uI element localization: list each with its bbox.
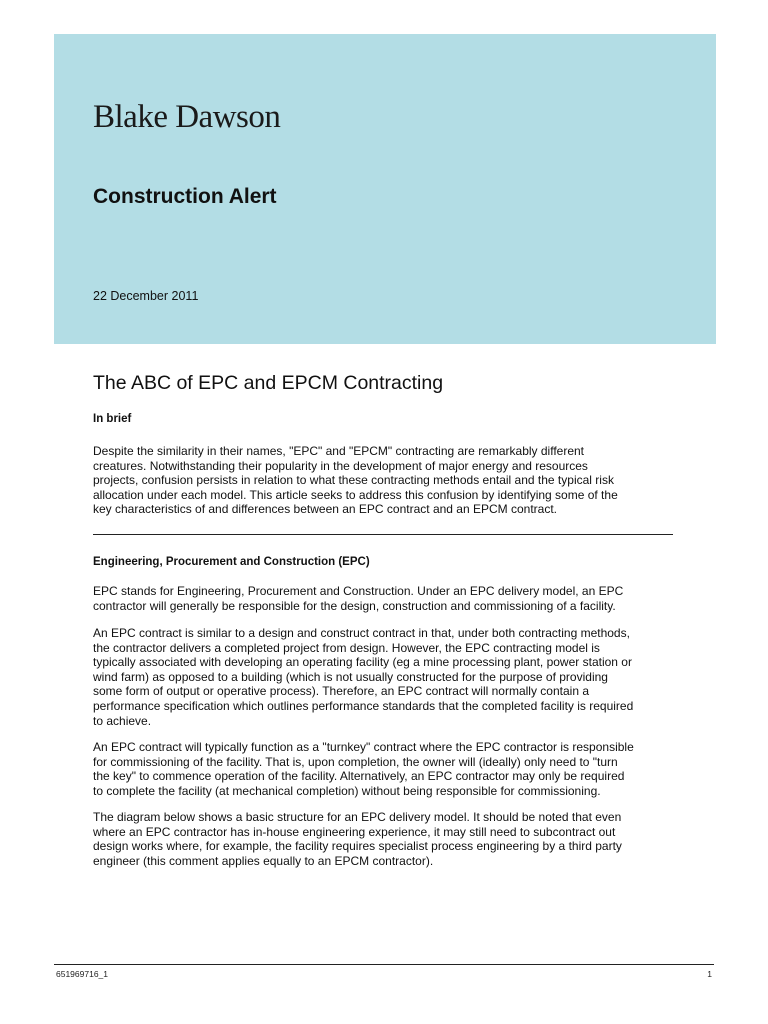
text-line: wind farm) as opposed to a building (which is not usually constructed for the purpose of providing	[93, 669, 608, 684]
article-title: The ABC of EPC and EPCM Contracting	[93, 372, 444, 394]
paragraph-epc-comparison	[93, 626, 678, 728]
footer-document-id: 651969716_1	[56, 969, 109, 979]
in-brief-paragraph	[93, 444, 678, 517]
text-line: EPC stands for Engineering, Procurement and Construction. Under an EPC delivery model, an EPC	[93, 584, 624, 598]
alert-title: Construction Alert	[93, 185, 277, 208]
text-line: design works where, for example, the facility requires specialist process engineering by a third party	[93, 839, 622, 854]
paragraph-epc-definition	[93, 584, 678, 613]
text-line: the key" to commence operation of the facility. Alternatively, an EPC contractor may only be required	[93, 769, 625, 784]
text-line: Despite the similarity in their names, "EPC" and "EPCM" contracting are remarkably different	[93, 444, 585, 458]
text-line: contractor will generally be responsible for the design, construction and commissioning of a facility.	[93, 598, 616, 613]
in-brief-label: In brief	[93, 413, 132, 425]
text-line: The diagram below shows a basic structure for an EPC delivery model. It should be noted that even	[93, 810, 622, 824]
text-line: key characteristics of and differences between an EPC contract and an EPCM contract.	[93, 502, 558, 517]
paragraph-diagram-intro	[93, 810, 678, 868]
text-line: to complete the facility (at mechanical completion) without being responsible for commissioning.	[93, 783, 601, 798]
brand-logo-text: Blake Dawson	[93, 99, 281, 135]
footer-divider	[54, 964, 714, 965]
text-line: to achieve.	[93, 713, 152, 728]
text-line: projects, confusion persists in relation to what these contracting methods entail and the typical risk	[93, 473, 614, 488]
text-line: some form of output or operative process). Therefore, an EPC contract will normally contain a	[93, 684, 590, 699]
text-line: where an EPC contractor has in-house engineering experience, it may still need to subcontract out	[93, 824, 616, 839]
text-line: performance specification which outlines performance standards that the completed facility is required	[93, 698, 634, 713]
text-line: for commissioning of the facility. That is, upon completion, the owner will (ideally) only need to "turn	[93, 754, 618, 769]
section-heading-epc: Engineering, Procurement and Construction (EPC)	[93, 556, 370, 568]
text-line: An EPC contract will typically function as a "turnkey" contract where the EPC contractor is responsible	[93, 740, 634, 754]
text-line: allocation under each model. This article seeks to address this confusion by identifying some of the	[93, 487, 618, 502]
text-line: typically associated with developing an operating facility (eg a mine processing plant, power station or	[93, 655, 632, 670]
publication-date: 22 December 2011	[93, 289, 199, 303]
text-line: the contractor delivers a completed project from design. However, the EPC contracting model is	[93, 640, 600, 655]
footer-page-number: 1	[707, 969, 712, 979]
section-divider	[93, 534, 673, 535]
paragraph-turnkey	[93, 740, 678, 798]
text-line: An EPC contract is similar to a design and construct contract in that, under both contracting methods,	[93, 626, 630, 640]
text-line: creatures. Notwithstanding their popularity in the development of major energy and resources	[93, 458, 588, 473]
text-line: engineer (this comment applies equally to an EPCM contractor).	[93, 853, 434, 868]
